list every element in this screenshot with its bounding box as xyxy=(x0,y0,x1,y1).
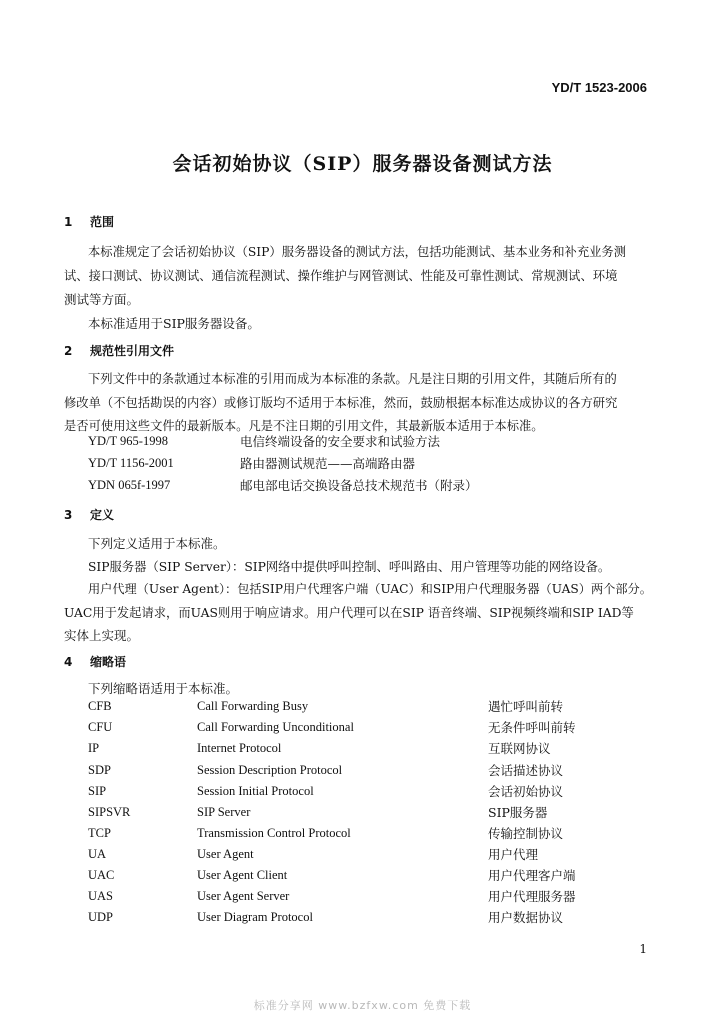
section-title: 范围 xyxy=(90,215,115,229)
abbr-code: SIP xyxy=(88,784,107,798)
section-number: 1 xyxy=(64,215,73,229)
abbr-zh: 遇忙呼叫前转 xyxy=(488,699,564,714)
abbr-zh: 会话初始协议 xyxy=(488,784,564,799)
ref-code: YDN 065f-1997 xyxy=(88,478,171,492)
abbr-full: Internet Protocol xyxy=(197,741,282,755)
section-heading-definitions xyxy=(64,506,114,523)
abbr-code: UAS xyxy=(88,889,114,903)
section-number: 4 xyxy=(64,655,73,669)
abbr-code: CFU xyxy=(88,720,113,734)
ref-code: YD/T 1156-2001 xyxy=(88,456,174,470)
abbr-zh: SIP服务器 xyxy=(488,805,548,820)
definitions-line: 实体上实现。 xyxy=(64,628,140,643)
abbr-zh: 用户代理 xyxy=(488,847,539,862)
page-number: 1 xyxy=(639,942,647,956)
section-title: 缩略语 xyxy=(90,655,127,669)
abbr-code: UAC xyxy=(88,868,115,882)
abbr-zh: 传输控制协议 xyxy=(488,826,564,841)
ref-title: 邮电部电话交换设备总技术规范书（附录） xyxy=(240,478,478,493)
section-heading-abbreviations xyxy=(64,653,126,670)
abbr-zh: 用户数据协议 xyxy=(488,910,564,925)
section-number: 2 xyxy=(64,344,73,358)
abbr-full: Call Forwarding Unconditional xyxy=(197,720,354,734)
scope-para-line: 试、接口测试、协议测试、通信流程测试、操作维护与网管测试、性能及可靠性测试、常规测试、环境 xyxy=(64,269,618,283)
definitions-line: UAC用于发起请求，而UAS则用于响应请求。用户代理可以在SIP 语音终端、SIP视频终端和SIP IAD等 xyxy=(64,606,634,620)
abbr-full: User Diagram Protocol xyxy=(197,910,313,924)
refs-para-line: 是否可使用这些文件的最新版本。凡是不注日期的引用文件，其最新版本适用于本标准。 xyxy=(64,419,544,433)
section-title: 规范性引用文件 xyxy=(90,344,175,358)
abbr-zh: 会话描述协议 xyxy=(488,763,564,778)
section-heading-scope xyxy=(64,213,114,230)
abbr-full: User Agent Client xyxy=(197,868,288,882)
abbr-full: User Agent Server xyxy=(197,889,290,903)
abbr-zh: 无条件呼叫前转 xyxy=(488,720,576,735)
abbr-code: IP xyxy=(88,741,100,755)
abbr-full: Transmission Control Protocol xyxy=(197,826,351,840)
abbr-zh: 互联网协议 xyxy=(488,741,551,756)
abbr-zh: 用户代理客户端 xyxy=(488,868,576,883)
abbr-code: CFB xyxy=(88,699,112,713)
standard-number: YD/T 1523-2006 xyxy=(551,80,647,95)
ref-title: 路由器测试规范——高端路由器 xyxy=(240,456,416,471)
abbr-full: User Agent xyxy=(197,847,254,861)
abbr-code: UA xyxy=(88,847,107,861)
watermark-footer: 标准分享网 www.bzfxw.com 免费下载 xyxy=(253,999,472,1012)
abbreviations-intro: 下列缩略语适用于本标准。 xyxy=(88,681,239,696)
definitions-line: 下列定义适用于本标准。 xyxy=(88,536,226,551)
abbr-code: TCP xyxy=(88,826,111,840)
section-number: 3 xyxy=(64,508,73,522)
scope-para-line: 本标准规定了会话初始协议（SIP）服务器设备的测试方法，包括功能测试、基本业务和补充业务测 xyxy=(88,245,627,259)
ref-code: YD/T 965-1998 xyxy=(88,434,168,448)
abbr-code: SIPSVR xyxy=(88,805,131,819)
refs-para-line: 下列文件中的条款通过本标准的引用而成为本标准的条款。凡是注日期的引用文件，其随后所有的 xyxy=(88,372,617,386)
abbr-full: Session Description Protocol xyxy=(197,763,343,777)
ref-title: 电信终端设备的安全要求和试验方法 xyxy=(240,434,441,449)
section-heading-normative-refs xyxy=(64,342,174,359)
definitions-line: SIP服务器（SIP Server）：SIP网络中提供呼叫控制、呼叫路由、用户管理等功能的网络设备。 xyxy=(88,560,611,574)
scope-para-line: 测试等方面。 xyxy=(64,292,140,307)
abbr-zh: 用户代理服务器 xyxy=(488,889,576,904)
abbr-code: UDP xyxy=(88,910,114,924)
abbr-code: SDP xyxy=(88,763,111,777)
abbr-full: SIP Server xyxy=(197,805,251,819)
section-title: 定义 xyxy=(90,508,115,522)
page-title: 会话初始协议（SIP）服务器设备测试方法 xyxy=(172,153,553,175)
scope-para-line: 本标准适用于SIP服务器设备。 xyxy=(88,316,260,331)
abbr-full: Session Initial Protocol xyxy=(197,784,314,798)
refs-para-line: 修改单（不包括勘误的内容）或修订版均不适用于本标准，然而，鼓励根据本标准达成协议的各方研究 xyxy=(64,396,618,410)
definitions-line: 用户代理（User Agent）：包括SIP用户代理客户端（UAC）和SIP用户代理服务器（UAS）两个部分。 xyxy=(88,582,652,596)
abbr-full: Call Forwarding Busy xyxy=(197,699,309,713)
